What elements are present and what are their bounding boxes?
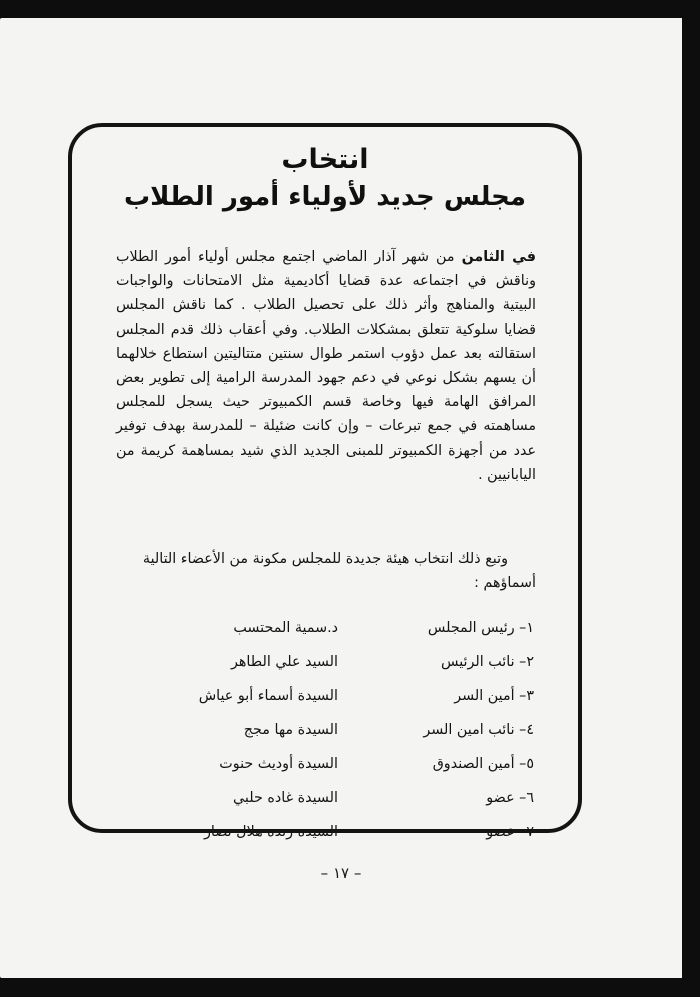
article-title-line-2: مجلس جديد لأولياء أمور الطلاب: [123, 182, 527, 212]
member-name: السيد علي الطاهر: [230, 654, 338, 670]
article-title-line-1: انتخاب: [281, 144, 369, 175]
article-body-text: من شهر آذار الماضي اجتمع مجلس أولياء أمور الطلاب وناقش في اجتماعه عدة قضايا أكاديمية مثل الامتحانات والواجبات البيتية والمناهج وأثر ذلك على تحصيل الطلاب . كما ناقش المجلس قضايا سلوكية تتعلق بمشكلات الطلاب. وفي أعقاب ذلك قدم المجلس استقالته بعد عمل دؤوب استمر طوال سنتين متتاليتين استطاع خلالهما أن يسهم بشكل نوعي في دعم جهود المدرسة الرامية إلى تطوير بعض المرافق الهامة فيها وخاصة قسم الكمبيوتر حيث يسجل للمجلس مساهمته في جمع تبرعات – وإن كانت ضئيلة – للمدرسة بهدف توفير عدد من أجهزة الكمبيوتر للمبنى الجديد الذي شيد بمساهمة كريمة من اليابانيين .: [116, 249, 536, 483]
document-page: [0, 18, 682, 978]
member-role: ٧– عضو: [486, 824, 534, 840]
member-row: [72, 722, 578, 748]
member-name: السيدة مها مجج: [243, 722, 338, 738]
member-row: [72, 756, 578, 782]
member-name: السيده رنده هلال نصار: [204, 824, 338, 840]
article-body: [116, 245, 536, 487]
member-row: [72, 824, 578, 850]
member-role: ٢– نائب الرئيس: [440, 654, 534, 670]
member-row: [72, 688, 578, 714]
member-role: ٦– عضو: [486, 790, 534, 806]
member-name: د.سمية المحتسب: [233, 620, 338, 636]
member-row: [72, 654, 578, 680]
member-role: ٣– أمين السر: [454, 688, 534, 704]
member-name: السيدة غاده حلبي: [233, 790, 338, 806]
article-frame: [68, 123, 582, 840]
member-name: السيدة أسماء أبو عياش: [198, 688, 338, 704]
member-role: ٤– نائب امين السر: [423, 722, 534, 738]
member-row: [72, 620, 578, 646]
members-list: [72, 620, 578, 850]
members-intro: وتبع ذلك انتخاب هيئة جديدة للمجلس مكونة من الأعضاء التالية أسماؤهم :: [142, 551, 536, 592]
page-number: – ١٧ –: [320, 864, 362, 882]
member-row: [72, 790, 578, 816]
member-role: ٥– أمين الصندوق: [432, 756, 534, 772]
article-lead: في الثامن: [461, 249, 537, 265]
member-role: ١– رئيس المجلس: [427, 620, 534, 636]
member-name: السيدة أوديث حنوت: [219, 756, 338, 772]
